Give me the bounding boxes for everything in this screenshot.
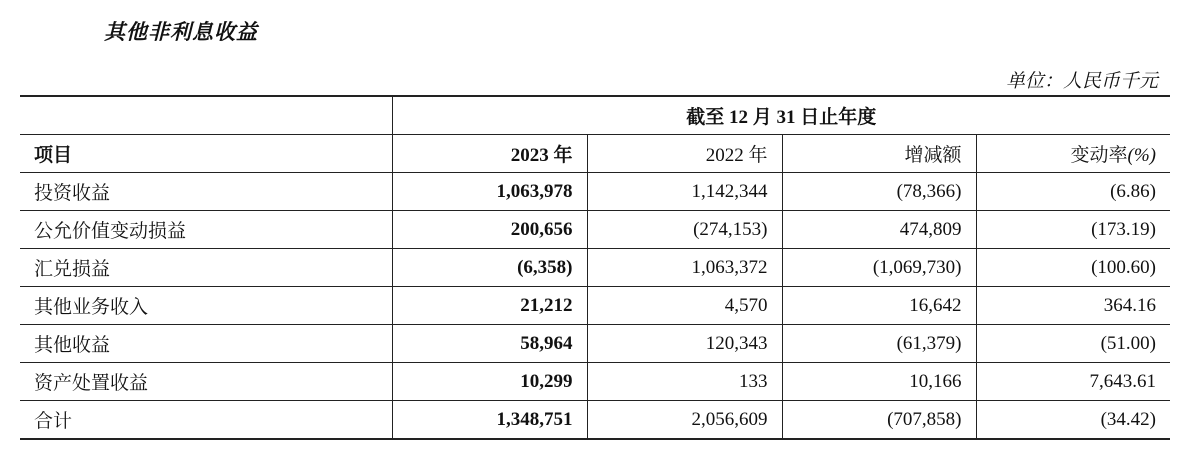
value-2022: 2,056,609	[587, 401, 782, 440]
row-label: 投资收益	[20, 173, 392, 211]
period-header-row	[20, 96, 1170, 135]
unit-label: 单位：人民币千元	[1005, 70, 1158, 92]
value-2023: 10,299	[392, 363, 587, 401]
value-2022: (274,153)	[587, 211, 782, 249]
table-row	[20, 325, 1170, 363]
value-2022: 1,063,372	[587, 249, 782, 287]
value-rate: (100.60)	[976, 249, 1170, 287]
column-header-rate	[976, 135, 1170, 173]
value-rate: (6.86)	[976, 173, 1170, 211]
table-row	[20, 363, 1170, 401]
value-rate: (51.00)	[976, 325, 1170, 363]
period-header: 截至 12 月 31 日止年度	[392, 96, 1170, 135]
value-rate: (173.19)	[976, 211, 1170, 249]
value-2023: 1,348,751	[392, 401, 587, 440]
row-label: 其他业务收入	[20, 287, 392, 325]
table-row	[20, 211, 1170, 249]
value-change: 10,166	[782, 363, 976, 401]
value-2023: 200,656	[392, 211, 587, 249]
value-2023: 21,212	[392, 287, 587, 325]
table-row	[20, 173, 1170, 211]
value-2022: 4,570	[587, 287, 782, 325]
value-rate: 364.16	[976, 287, 1170, 325]
value-rate: (34.42)	[976, 401, 1170, 440]
page-title: 其他非利息收益	[104, 19, 258, 44]
total-row	[20, 401, 1170, 440]
value-2023: (6,358)	[392, 249, 587, 287]
empty-header-cell	[20, 96, 392, 135]
column-header-2022: 2022 年	[587, 135, 782, 173]
column-header-2023: 2023 年	[392, 135, 587, 173]
row-label: 汇兑损益	[20, 249, 392, 287]
value-2022: 1,142,344	[587, 173, 782, 211]
value-2022: 133	[587, 363, 782, 401]
row-label: 资产处置收益	[20, 363, 392, 401]
rate-label: 变动率	[1070, 145, 1128, 166]
value-2023: 58,964	[392, 325, 587, 363]
table-row	[20, 287, 1170, 325]
other-non-interest-income-table	[20, 95, 1170, 440]
row-label: 其他收益	[20, 325, 392, 363]
value-change: (707,858)	[782, 401, 976, 440]
row-label: 公允价值变动损益	[20, 211, 392, 249]
table-row	[20, 249, 1170, 287]
column-header-item: 项目	[20, 135, 392, 173]
value-2022: 120,343	[587, 325, 782, 363]
value-2023: 1,063,978	[392, 173, 587, 211]
row-label: 合计	[20, 401, 392, 440]
rate-suffix: (%)	[1127, 145, 1157, 166]
value-change: 16,642	[782, 287, 976, 325]
value-change: (78,366)	[782, 173, 976, 211]
column-header-change: 增减额	[782, 135, 976, 173]
value-change: (1,069,730)	[782, 249, 976, 287]
value-change: (61,379)	[782, 325, 976, 363]
value-change: 474,809	[782, 211, 976, 249]
column-header-row	[20, 135, 1170, 173]
value-rate: 7,643.61	[976, 363, 1170, 401]
